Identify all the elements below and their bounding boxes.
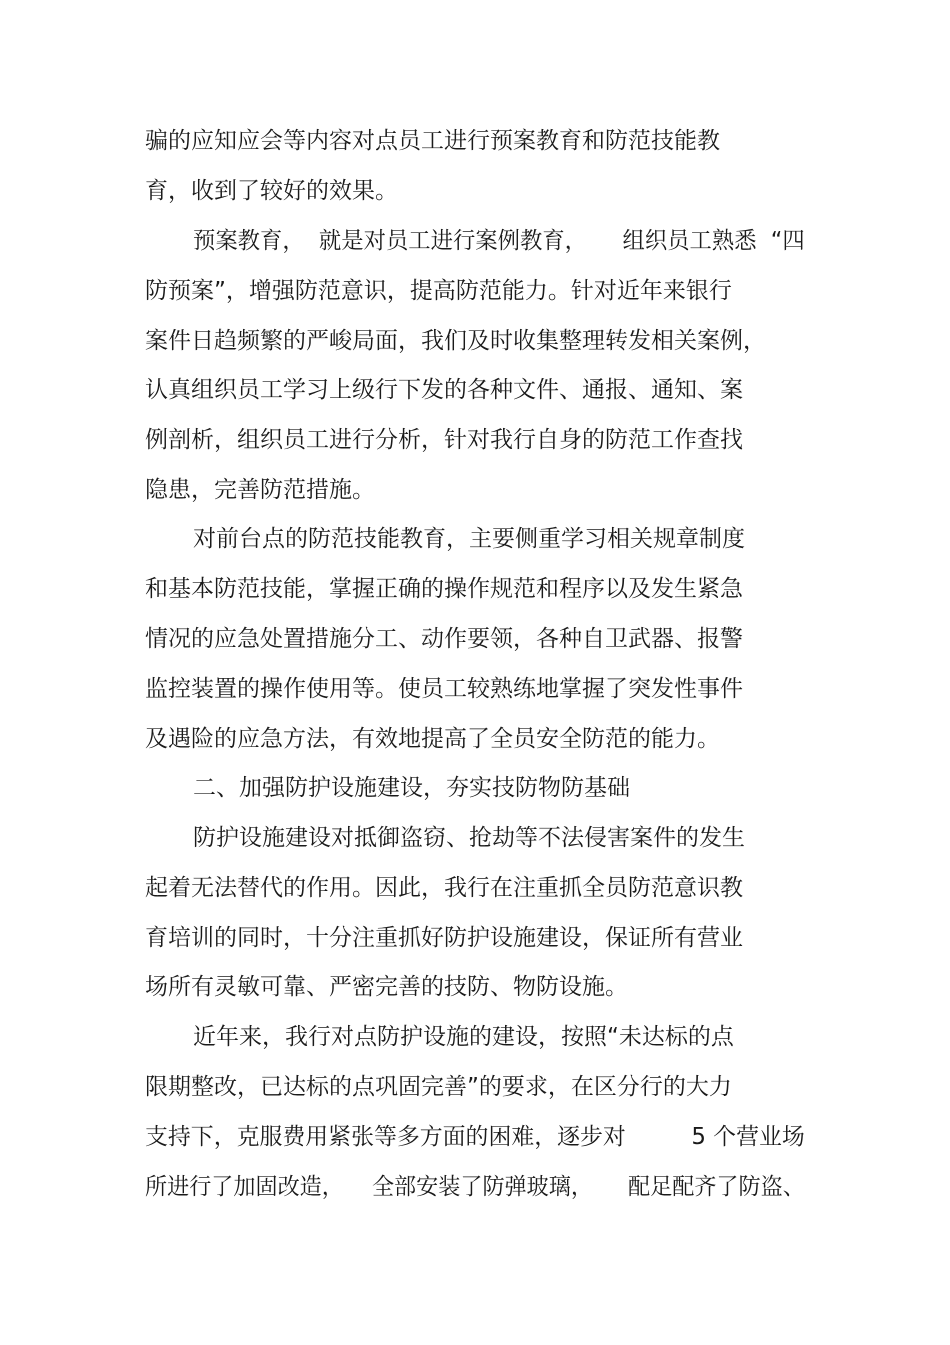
text-line-15: 防护设施建设对抵御盗窃、抢劫等不法侵害案件的发生 xyxy=(193,825,745,851)
text-line-4: 防预案”，增强防范意识，提高防范能力。针对近年来银行 xyxy=(145,278,732,304)
text-line-8: 隐患，完善防范措施。 xyxy=(145,477,375,503)
text-line-6: 认真组织员工学习上级行下发的各种文件、通报、通知、案 xyxy=(145,377,743,403)
text-line-2: 育，收到了较好的效果。 xyxy=(145,178,398,204)
text-line-22: 所进行了加固改造， 全部安装了防弹玻璃， 配足配齐了防盗、 xyxy=(145,1174,805,1200)
text-line-9: 对前台点的防范技能教育，主要侧重学习相关规章制度 xyxy=(193,526,745,552)
text-line-16: 起着无法替代的作用。因此，我行在注重抓全员防范意识教 xyxy=(145,875,743,901)
text-line-12: 监控装置的操作使用等。使员工较熟练地掌握了突发性事件 xyxy=(145,676,743,702)
text-line-13: 及遇险的应急方法，有效地提高了全员安全防范的能力。 xyxy=(145,726,720,752)
text-line-7: 例剖析，组织员工进行分析，针对我行自身的防范工作查找 xyxy=(145,427,743,453)
text-line-19: 近年来，我行对点防护设施的建设，按照“未达标的点 xyxy=(193,1024,734,1050)
text-line-11: 情况的应急处置措施分工、动作要领，各种自卫武器、报警 xyxy=(145,626,743,652)
text-line-20: 限期整改，已达标的点巩固完善”的要求，在区分行的大力 xyxy=(145,1074,732,1100)
text-line-5: 案件日趋频繁的严峻局面，我们及时收集整理转发相关案例， xyxy=(145,328,766,354)
section-heading: 二、加强防护设施建设，夯实技防物防基础 xyxy=(193,775,630,801)
text-line-17: 育培训的同时，十分注重抓好防护设施建设，保证所有营业 xyxy=(145,925,743,951)
text-line-1: 骗的应知应会等内容对点员工进行预案教育和防范技能教 xyxy=(145,128,720,154)
text-line-10: 和基本防范技能，掌握正确的操作规范和程序以及发生紧急 xyxy=(145,576,743,602)
text-line-18: 场所有灵敏可靠、严密完善的技防、物防设施。 xyxy=(145,974,628,1000)
text-line-21: 支持下，克服费用紧张等多方面的困难，逐步对 5 个营业场 xyxy=(145,1124,805,1150)
text-line-3: 预案教育， 就是对员工进行案例教育， 组织员工熟悉 “四 xyxy=(193,228,805,254)
